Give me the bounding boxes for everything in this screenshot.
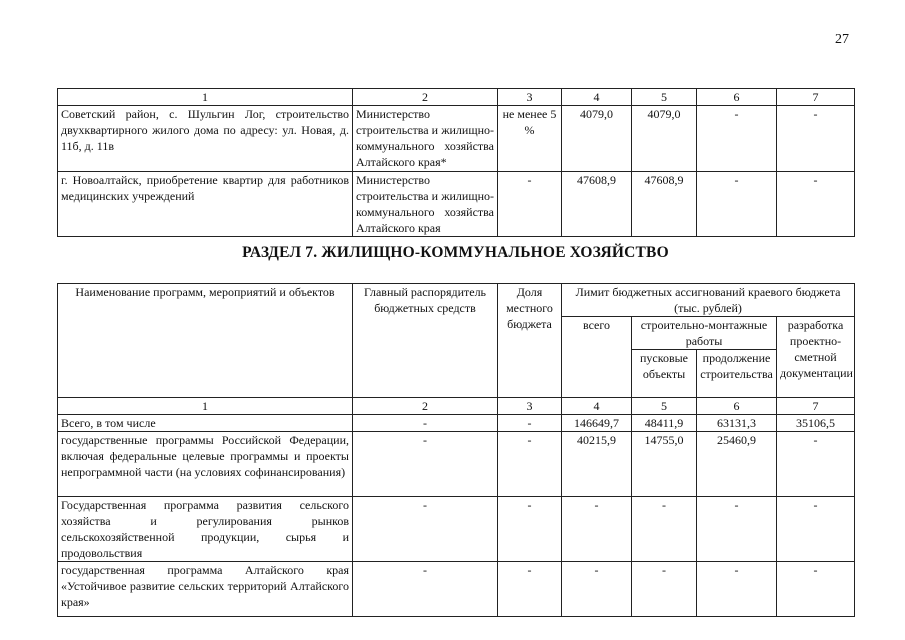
budget-distributor: Министерство строительства и жилищно-коммунального хозяйства Алтайского края* xyxy=(353,106,498,172)
program-name: Всего, в том числе xyxy=(58,415,353,432)
header-budget-limit: Лимит бюджетных ассигнований краевого бюджета (тыс. рублей) xyxy=(562,284,855,317)
program-name: Советский район, с. Шульгин Лог, строительство двухквартирного жилого дома по адресу: ул. Новая, д. 11б, д. 11в xyxy=(58,106,353,172)
header-design-documentation: разработка проектно-сметной документации xyxy=(777,317,855,398)
table-row xyxy=(58,106,855,172)
section-title: РАЗДЕЛ 7. ЖИЛИЩНО-КОММУНАЛЬНОЕ ХОЗЯЙСТВО xyxy=(242,244,669,261)
column-number: 5 xyxy=(632,89,697,106)
local-budget-share: не менее 5 % xyxy=(498,106,562,172)
startup-objects-value: 4079,0 xyxy=(632,106,697,172)
column-number: 3 xyxy=(498,89,562,106)
header-continuation: продолжение строительства xyxy=(697,350,777,398)
header-construction-works: строительно-монтажные работы xyxy=(632,317,777,350)
startup-objects-value: 47608,9 xyxy=(632,172,697,237)
column-number: 1 xyxy=(58,398,353,415)
header-program-name: Наименование программ, мероприятий и объектов xyxy=(58,284,353,398)
column-number-row xyxy=(58,89,855,106)
continuation-table xyxy=(57,88,855,237)
column-number: 6 xyxy=(697,398,777,415)
total-value: 40215,9 xyxy=(562,432,632,497)
header-budget-distributor: Главный распорядитель бюджетных средств xyxy=(353,284,498,398)
header-total: всего xyxy=(562,317,632,398)
table-row xyxy=(58,415,855,432)
program-name: г. Новоалтайск, приобретение квартир для работников медицинских учреждений xyxy=(58,172,353,237)
column-number: 4 xyxy=(562,398,632,415)
local-budget-share: - xyxy=(498,497,562,562)
startup-objects-value: - xyxy=(632,497,697,562)
column-number-row xyxy=(58,398,855,415)
startup-objects-value: 48411,9 xyxy=(632,415,697,432)
program-name: Государственная программа развития сельского хозяйства и регулирования рынков сельскохозяйственной продукции, сырья и продовольствия xyxy=(58,497,353,562)
column-number: 6 xyxy=(697,89,777,106)
continuation-value: - xyxy=(697,106,777,172)
table-row xyxy=(58,562,855,617)
header-local-budget-share: Доля местного бюджета xyxy=(498,284,562,398)
column-number: 7 xyxy=(777,398,855,415)
table-row xyxy=(58,497,855,562)
design-docs-value: - xyxy=(777,106,855,172)
design-docs-value: - xyxy=(777,497,855,562)
continuation-value: 63131,3 xyxy=(697,415,777,432)
local-budget-share: - xyxy=(498,562,562,617)
startup-objects-value: 14755,0 xyxy=(632,432,697,497)
column-number: 5 xyxy=(632,398,697,415)
total-value: - xyxy=(562,562,632,617)
column-number: 4 xyxy=(562,89,632,106)
page-number: 27 xyxy=(835,32,849,47)
table-row xyxy=(58,432,855,497)
budget-distributor: - xyxy=(353,562,498,617)
housing-utilities-table xyxy=(57,283,855,617)
budget-distributor: - xyxy=(353,432,498,497)
table-row xyxy=(58,172,855,237)
design-docs-value: - xyxy=(777,172,855,237)
design-docs-value: - xyxy=(777,432,855,497)
continuation-value: - xyxy=(697,172,777,237)
budget-distributor: - xyxy=(353,415,498,432)
budget-distributor: - xyxy=(353,497,498,562)
design-docs-value: - xyxy=(777,562,855,617)
local-budget-share: - xyxy=(498,172,562,237)
header-row xyxy=(58,284,855,317)
local-budget-share: - xyxy=(498,415,562,432)
design-docs-value: 35106,5 xyxy=(777,415,855,432)
column-number: 1 xyxy=(58,89,353,106)
continuation-value: - xyxy=(697,562,777,617)
column-number: 2 xyxy=(353,89,498,106)
column-number: 7 xyxy=(777,89,855,106)
continuation-value: - xyxy=(697,497,777,562)
column-number: 2 xyxy=(353,398,498,415)
continuation-value: 25460,9 xyxy=(697,432,777,497)
startup-objects-value: - xyxy=(632,562,697,617)
total-value: - xyxy=(562,497,632,562)
program-name: государственные программы Российской Федерации, включая федеральные целевые программы и проекты непрограммной части (на условиях софинансирования) xyxy=(58,432,353,497)
program-name: государственная программа Алтайского края «Устойчивое развитие сельских территорий Алтайского края» xyxy=(58,562,353,617)
local-budget-share: - xyxy=(498,432,562,497)
total-value: 4079,0 xyxy=(562,106,632,172)
total-value: 146649,7 xyxy=(562,415,632,432)
header-startup-objects: пусковые объекты xyxy=(632,350,697,398)
column-number: 3 xyxy=(498,398,562,415)
budget-distributor: Министерство строительства и жилищно-коммунального хозяйства Алтайского края xyxy=(353,172,498,237)
total-value: 47608,9 xyxy=(562,172,632,237)
